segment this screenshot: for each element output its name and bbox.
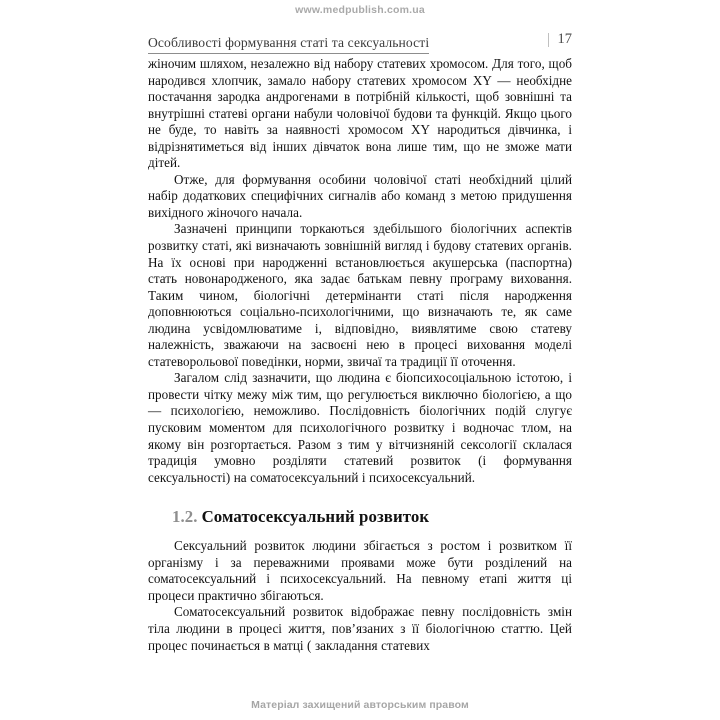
paragraph-6: Соматосексуальний розвиток відображає певну послідовність змін тіла людини в процесі життя, пов’язаних з її біологічною статтю. Цей процес починається в матці ( закладання статевих <box>148 604 572 653</box>
page-number: 17 <box>557 31 572 47</box>
copyright-watermark: Матеріал захищений авторським правом <box>251 699 469 711</box>
text-column <box>148 56 572 654</box>
section-heading <box>172 507 572 527</box>
running-head <box>148 31 572 54</box>
section-number: 1.2. <box>172 507 198 527</box>
paragraph-1: жіночим шляхом, незалежно від набору статевих хромосом. Для того, щоб народився хлопчик, замало набору статевих хромосом XY — необхідне постачання зародка андрогенами в потрібній кількості, щоб зовнішні та внутрішні статеві органи набули чоловічої будови та функцій. Якщо цього не буде, то навіть за наявності хромосом XY народиться дівчинка, і відрізнятиметься від інших дівчаток вона лише тим, що не зможе мати дітей. <box>148 56 572 171</box>
paragraph-5: Сексуальний розвиток людини збігається з ростом і розвитком її організму і за переважними проявами може бути розділений на соматосексуальний і психосексуальний. На певному етапі життя ці процеси практично збігаються. <box>148 538 572 603</box>
running-head-page-group <box>548 31 573 50</box>
paragraph-2: Отже, для формування особини чоловічої статі необхідний цілий набір додаткових специфічних сигналів або команд з метою придушення вихідного жіночого начала. <box>148 171 572 220</box>
paragraph-3: Зазначені принципи торкаються здебільшого біологічних аспектів розвитку статі, які визначають зовнішній вигляд і будову статевих органів. На їх основі при народженні встановлюється акушерська (паспортна) стать новонародженого, яка задає батькам певну програму виховання. Таким чином, біологічні детермінанти статі після народження доповнюються соціально-психологічними, що визначають те, як саме людина усвідомлюватиме і, відповідно, виявлятиме свою статеву належність, зважаючи на засвоєні нею в процесі виховання моделі статеворольової поведінки, норми, звичаї та традиції її оточення. <box>148 221 572 369</box>
site-url-watermark: www.medpublish.com.ua <box>295 4 425 16</box>
paragraph-4: Загалом слід зазначити, що людина є біопсихосоціальною істотою, і провести чітку межу між тим, що регулюється виключно біологією, а що — психологією, неможливо. Послідовність біологічних подій слугує пусковим моментом для психологічного розвитку і водночас тлом, на якому він розгортається. Разом з тим у вітчизняній сексології склалася традиція умовно розділяти статевий розвиток (і формування сексуальності) на соматосексуальний і психосексуальний. <box>148 370 572 485</box>
running-head-title: Особливості формування статі та сексуальності <box>148 35 429 54</box>
section-title: Соматосексуальний розвиток <box>201 507 430 527</box>
running-head-separator-rule <box>548 33 549 47</box>
